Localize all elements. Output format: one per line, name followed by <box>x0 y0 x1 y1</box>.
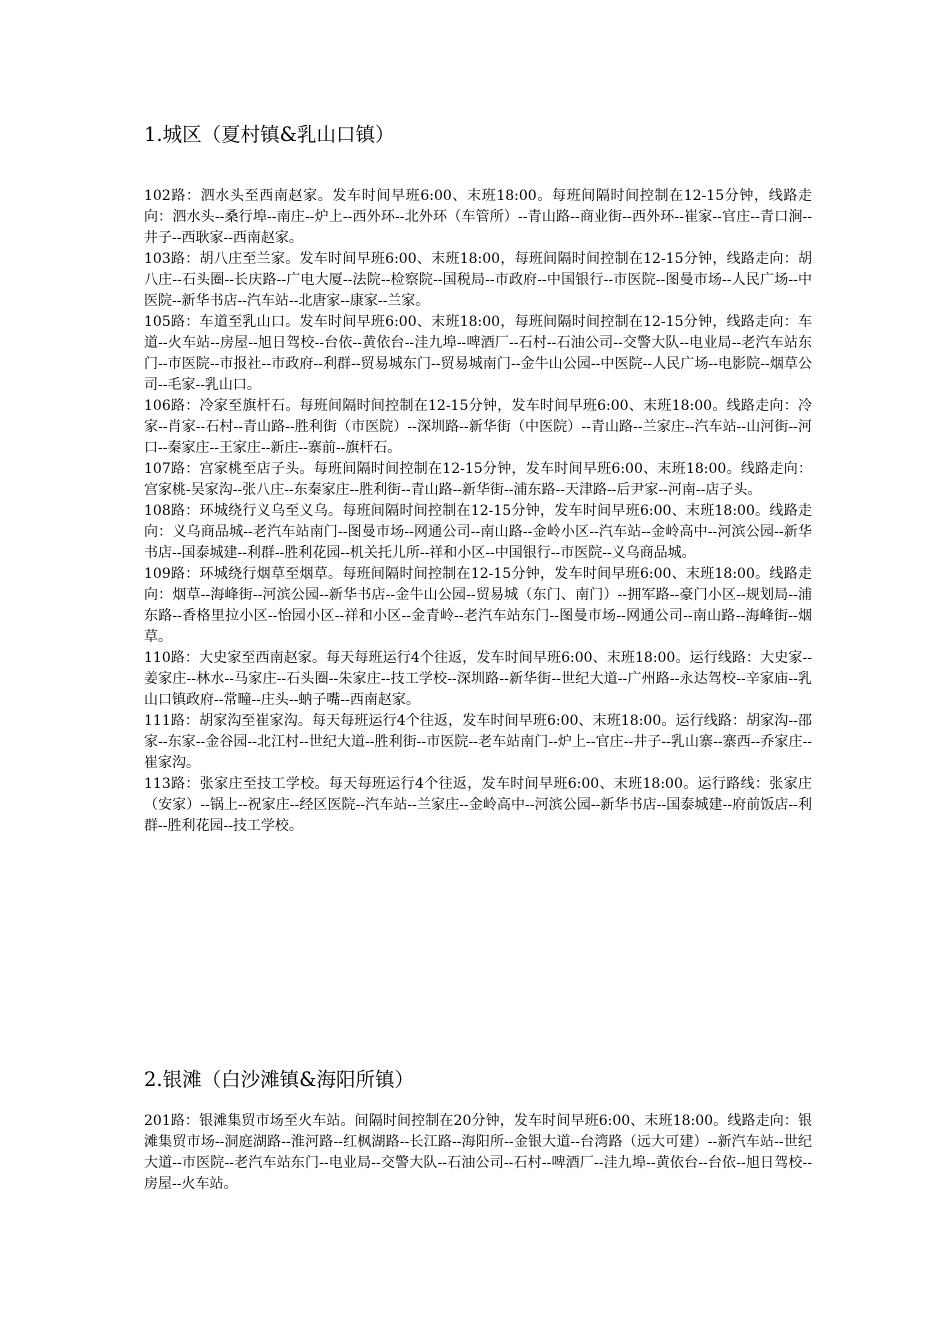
route-paragraph-107: 107路：宫家桃至店子头。每班间隔时间控制在12-15分钟，发车时间早班6:00、末班18:00。线路走向：宫家桃-吴家沟--张八庄--东秦家庄--胜利街--青山路--新华街--浦东路--天津路--后尹家--河南--店子头。 <box>144 461 812 498</box>
route-paragraph-110: 110路：大史家至西南赵家。每天每班运行4个往返，发车时间早班6:00、末班18:00。运行线路：大史家--姜家庄--林水--马家庄--石头圈--朱家庄--技工学校--深圳路--新华街--世纪大道--广州路--永达驾校--辛家庙--乳山口镇政府--常疃--庄头--蚋子嘴--西南赵家。 <box>144 650 812 708</box>
route-paragraph-109: 109路：环城绕行烟草至烟草。每班间隔时间控制在12-15分钟，发车时间早班6:00、末班18:00。线路走向：烟草--海峰街--河滨公园--新华书店--金牛山公园--贸易城（东门、南门）--拥军路--豪门小区--规划局--浦东路--香格里拉小区--怡园小区--祥和小区--金青岭--老汽车站东门--图曼市场--网通公司--南山路--海峰街--烟草。 <box>144 566 812 645</box>
section-body-silver-beach <box>144 1111 812 1195</box>
route-paragraph-105: 105路：车道至乳山口。发车时间早班6:00、末班18:00，每班间隔时间控制在12-15分钟，线路走向：车道--火车站--房屋--旭日驾校--台依--黄依台--洼九埠--啤酒厂--石村--石油公司--交警大队--电业局--老汽车站东门--市医院--市报社--市政府--利群--贸易城东门--贸易城南门--金牛山公园--中医院--人民广场--电影院--烟草公司--毛家--乳山口。 <box>144 314 812 393</box>
route-paragraph-108: 108路：环城绕行义乌至义乌。每班间隔时间控制在12-15分钟，发车时间早班6:00、末班18:00。线路走向：义乌商品城--老汽车站南门--图曼市场--网通公司--南山路--金岭小区--汽车站--金岭高中--河滨公园--新华书店--国泰城建--利群--胜利花园--机关托儿所--祥和小区--中国银行--市医院--义乌商品城。 <box>144 503 812 561</box>
route-paragraph-113: 113路：张家庄至技工学校。每天每班运行4个往返，发车时间早班6:00、末班18:00。运行路线：张家庄（安家）--锅上--祝家庄--经区医院--汽车站--兰家庄--金岭高中--河滨公园--新华书店--国泰城建--府前饭店--利群--胜利花园--技工学校。 <box>144 776 812 834</box>
route-paragraph-106: 106路：冷家至旗杆石。每班间隔时间控制在12-15分钟，发车时间早班6:00、末班18:00。线路走向：冷家--肖家--石村--青山路--胜利街（市医院）--深圳路--新华街（中医院）--青山路--兰家庄--汽车站--山河街--河口--秦家庄--王家庄--新庄--寨前--旗杆石。 <box>144 398 812 456</box>
route-paragraph-111: 111路：胡家沟至崔家沟。每天每班运行4个往返，发车时间早班6:00、末班18:00。运行线路：胡家沟--邵家--东家--金谷园--北江村--世纪大道--胜利街--市医院--老车站南门--炉上--官庄--井子--乳山寨--寨西--乔家庄--崔家沟。 <box>144 713 812 771</box>
route-paragraph-102: 102路：泗水头至西南赵家。发车时间早班6:00、末班18:00。每班间隔时间控制在12-15分钟，线路走向：泗水头--桑行埠--南庄--炉上--西外环--北外环（车管所）--青山路--商业街--西外环--崔家--官庄--青口涧--井子--西耿家--西南赵家。 <box>144 188 812 246</box>
route-paragraph-201: 201路：银滩集贸市场至火车站。间隔时间控制在20分钟，发车时间早班6:00、末班18:00。线路走向：银滩集贸市场--洞庭湖路--淮河路--红枫湖路--长江路--海阳所--金银大道--台湾路（远大可建）--新汽车站--世纪大道--市医院--老汽车站东门--电业局--交警大队--石油公司--石村--啤酒厂--洼九埠--黄依台--台依--旭日驾校--房屋--火车站。 <box>144 1113 812 1192</box>
section-title-silver-beach: 2.银滩（白沙滩镇&海阳所镇） <box>144 1068 414 1091</box>
section-title-urban: 1.城区（夏村镇&乳山口镇） <box>144 123 395 146</box>
section-body-urban <box>144 186 812 837</box>
route-paragraph-103: 103路：胡八庄至兰家。发车时间早班6:00、末班18:00，每班间隔时间控制在12-15分钟，线路走向：胡八庄--石头圈--长庆路--广电大厦--法院--检察院--国税局--市政府--中国银行--市医院--图曼市场--人民广场--中医院--新华书店--汽车站--北唐家--康家--兰家。 <box>144 251 812 309</box>
